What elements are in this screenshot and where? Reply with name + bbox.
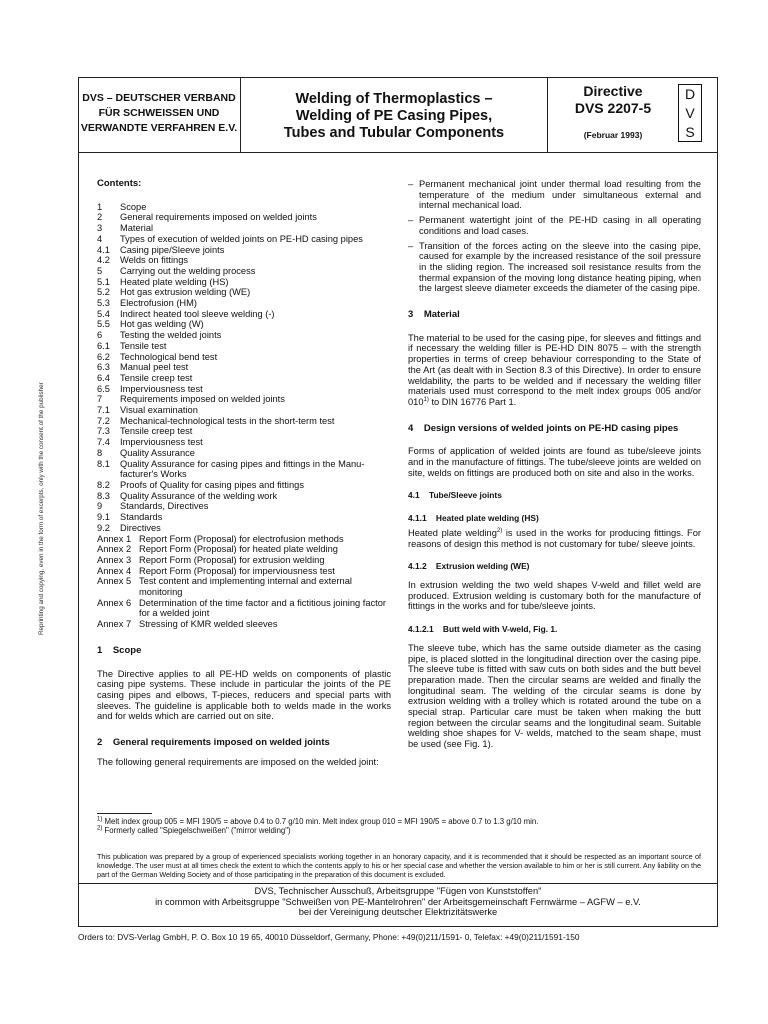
- toc-number: 8.3: [97, 490, 110, 501]
- toc-number: Annex 3: [97, 554, 132, 565]
- section-text-part: Heated plate welding: [408, 527, 497, 538]
- toc-title: Quality Assurance of the welding work: [120, 490, 278, 501]
- toc-number: 2: [97, 212, 103, 223]
- toc-number: 7: [97, 394, 103, 405]
- toc-number: 6: [97, 330, 103, 341]
- footnote-mark: 1): [97, 816, 103, 823]
- section-4-text: Forms of application of welded joints are found as tube/sleeve joints and in the manufacture of fittings. The tube/sleeve joints are welded on site, welds on fittings are produced both on site and also in the works.: [408, 446, 701, 478]
- toc-entry: [97, 245, 391, 256]
- contents-heading: Contents:: [97, 178, 142, 189]
- toc-number: 7.4: [97, 437, 110, 448]
- footnote-1: [97, 817, 697, 826]
- toc-number: Annex 4: [97, 565, 132, 576]
- toc-title: Directives: [120, 522, 161, 533]
- toc-title: Stressing of KMR welded sleeves: [139, 619, 278, 630]
- left-column: [97, 179, 391, 767]
- toc-entry: [97, 555, 391, 566]
- toc-number: 6.4: [97, 372, 110, 383]
- section-3-heading: 3 Material: [408, 309, 460, 321]
- toc-number: 4.2: [97, 255, 110, 266]
- toc-entry: [97, 362, 391, 373]
- toc-title: Imperviousness test: [120, 383, 203, 394]
- toc-number: 7.2: [97, 415, 110, 426]
- directive-block: [548, 77, 678, 152]
- toc-entry: [97, 437, 391, 448]
- toc-title: Report Form (Proposal) for heated plate welding: [139, 544, 338, 555]
- toc-number: 5.2: [97, 287, 110, 298]
- footnote-text: Formerly called "Spiegelschweißen" ("mirror welding"): [102, 826, 291, 835]
- copyright-side-note: Reprinting and copying, even in the form of excerpts, only with the consent of the publisher: [38, 382, 45, 635]
- section-1-heading: 1 Scope: [97, 644, 142, 656]
- toc-title: Scope: [120, 201, 147, 212]
- directive-number: DVS 2207-5: [574, 100, 652, 116]
- toc-title: Types of execution of welded joints on PE-HD casing pipes: [120, 233, 363, 244]
- toc-title: Quality Assurance for casing pipes and fittings in the Manu-facturer's Works: [120, 458, 365, 480]
- toc-number: 5.1: [97, 276, 110, 287]
- toc-title: Standards: [120, 512, 163, 523]
- directive-label: Directive: [583, 83, 643, 99]
- toc-entry: [97, 298, 391, 309]
- organization-name: [78, 77, 241, 152]
- org-line: DVS – DEUTSCHER VERBAND: [82, 92, 236, 104]
- toc-title: Report Form (Proposal) for imperviousness test: [139, 565, 335, 576]
- toc-number: 5.3: [97, 298, 110, 309]
- toc-entry: [97, 491, 391, 502]
- section-4-1-2-text: In extrusion welding the two weld shapes V-weld and fillet weld are produced. Extrusion welding is customary both for the manufacture of fittings in the works and for tube/sleeve joints.: [408, 579, 701, 612]
- section-2-heading: 2 General requirements imposed on welded joints: [97, 737, 330, 749]
- toc-number: Annex 2: [97, 544, 132, 555]
- toc-entry: [97, 426, 391, 437]
- toc-title: Technological bend test: [120, 351, 218, 362]
- toc-entry: [97, 480, 391, 491]
- document-header: [78, 77, 718, 153]
- toc-title: Standards, Directives: [120, 501, 209, 512]
- org-line: VERWANDTE VERFAHREN E.V.: [80, 122, 238, 134]
- section-4-1-2-1-text: The sleeve tube, which has the same outside diameter as the casing pipe, is placed slotted in the longitudinal direction over the casing pipe. The sleeve tube is fitted with saw cuts on both sides and the butt bevel preparation made. Then the circular seams are welded and finally the longitudinal seam. The welding of the circular seams is done by extrusion welding with a trolley which is rotated around the tube on a special strap. Particular care must be taken when making the butt region between the circular seams and the longitudinal seam. Suitable welding shoe shapes for V- welds, matched to the seam shape, must be used (see Fig. 1).: [408, 642, 701, 750]
- toc-entry: [97, 448, 391, 459]
- toc-number: 8.1: [97, 458, 110, 469]
- toc-title: Heated plate welding (HS): [120, 276, 229, 287]
- toc-number: Annex 1: [97, 533, 132, 544]
- toc-number: 5.4: [97, 308, 110, 319]
- toc-number: 6.3: [97, 362, 110, 373]
- table-of-contents: [97, 202, 391, 534]
- toc-title: Report Form (Proposal) for extrusion welding: [139, 554, 325, 565]
- list-item-text: Permanent mechanical joint under thermal load resulting from the temperature of the medium under simultaneous external and internal mechanical load.: [419, 179, 701, 211]
- toc-entry: [97, 512, 391, 523]
- toc-title: Proofs of Quality for casing pipes and fittings: [120, 479, 304, 490]
- committee-line: bei der Vereinigung deutscher Elektrizitätswerke: [298, 907, 498, 917]
- toc-entry: [97, 534, 391, 545]
- footnote-ref: 2): [496, 527, 503, 534]
- toc-title: Tensile creep test: [120, 426, 193, 437]
- logo-letter: D: [684, 86, 696, 103]
- toc-number: 6.2: [97, 351, 110, 362]
- section-4-heading: 4 Design versions of welded joints on PE-HD casing pipes: [408, 422, 679, 434]
- org-line: FÜR SCHWEISSEN UND: [98, 107, 220, 119]
- toc-title: Tensile creep test: [120, 372, 193, 383]
- toc-title: Hot gas welding (W): [120, 319, 204, 330]
- toc-number: 8: [97, 447, 103, 458]
- toc-number: 7.1: [97, 405, 110, 416]
- toc-entry: [97, 202, 391, 213]
- toc-number: 3: [97, 223, 103, 234]
- toc-title: Imperviousness test: [120, 437, 203, 448]
- toc-title: Tensile test: [120, 340, 167, 351]
- section-3-text-part: to DIN 16776 Part 1.: [428, 396, 517, 407]
- toc-number: 4: [97, 233, 103, 244]
- title-line: Welding of PE Casing Pipes,: [295, 108, 493, 124]
- toc-entry: [97, 619, 391, 630]
- toc-number: 9.2: [97, 522, 110, 533]
- toc-entry: [97, 373, 391, 384]
- toc-entry: [97, 212, 391, 223]
- toc-entry: [97, 352, 391, 363]
- section-4-1-2-heading: 4.1.2 Extrusion welding (WE): [408, 561, 530, 572]
- publication-note: This publication was prepared by a group of experienced specialists working together in an honorary capacity, and it is recommended that it should be respected as an important source of knowledge. The user must at all times check the extent to which the contents apply to his or her special case and whether the version available to him or her is still current. Any liability on the part of the German Welding Society and of those participating in the preparation of this document is excluded.: [97, 852, 701, 879]
- toc-number: 6.1: [97, 340, 110, 351]
- list-item: – Permanent mechanical joint under thermal load resulting from the temperature of the medium under simultaneous external and internal mechanical load.: [408, 179, 701, 211]
- toc-title: Welds on fittings: [120, 255, 189, 266]
- toc-entry: [97, 576, 391, 597]
- toc-number: 5.5: [97, 319, 110, 330]
- toc-number: 9.1: [97, 512, 110, 523]
- toc-title: Testing the welded joints: [120, 330, 222, 341]
- toc-title: Test content and implementing internal and external monitoring: [139, 576, 352, 598]
- toc-entry: [97, 277, 391, 288]
- logo-letter: V: [685, 104, 695, 121]
- list-item-text: Transition of the forces acting on the sleeve into the casing pipe, caused for example by the increased resistance of the soil pressure in the sliding region. The increased soil resistance results from the thermal expansion of the moving long distance heating piping, when the largest sleeve diameter exceeds the diameter of the casing pipe.: [419, 240, 701, 294]
- committee-line: DVS, Technischer Ausschuß, Arbeitsgruppe "Fügen von Kunststoffen": [254, 886, 542, 896]
- toc-title: General requirements imposed on welded joints: [120, 212, 317, 223]
- committee-info: [78, 886, 718, 918]
- footnote-mark: 2): [97, 825, 103, 832]
- toc-number: 1: [97, 201, 103, 212]
- toc-number: Annex 7: [97, 619, 132, 630]
- header-divider: [78, 152, 718, 153]
- list-item-text: Permanent watertight joint of the PE-HD casing in all operating conditions and load cases.: [419, 215, 701, 236]
- section-4-1-1-text: [408, 528, 701, 549]
- toc-number: 9: [97, 501, 103, 512]
- annex-list: [97, 534, 391, 630]
- toc-number: Annex 6: [97, 597, 132, 608]
- toc-entry: [97, 394, 391, 405]
- order-info: Orders to: DVS-Verlag GmbH, P. O. Box 10 19 65, 40010 Düsseldorf, Germany, Phone: +49(0)211/1591- 0, Telefax: +49(0)211/1591-150: [78, 932, 580, 942]
- toc-entry: [97, 405, 391, 416]
- toc-title: Quality Assurance: [120, 447, 195, 458]
- toc-entry: [97, 266, 391, 277]
- toc-entry: [97, 223, 391, 234]
- title-line: Tubes and Tubular Components: [283, 125, 505, 141]
- toc-title: Manual peel test: [120, 362, 189, 373]
- toc-entry: [97, 384, 391, 395]
- toc-number: 6.5: [97, 383, 110, 394]
- toc-title: Mechanical-technological tests in the short-term test: [120, 415, 335, 426]
- toc-title: Casing pipe/Sleeve joints: [120, 244, 225, 255]
- toc-entry: [97, 459, 391, 480]
- toc-entry: [97, 544, 391, 555]
- toc-number: 8.2: [97, 479, 110, 490]
- toc-entry: [97, 341, 391, 352]
- toc-entry: [97, 234, 391, 245]
- toc-title: Visual examination: [120, 405, 198, 416]
- toc-number: 4.1: [97, 244, 110, 255]
- toc-title: Carrying out the welding process: [120, 265, 256, 276]
- footnote-text: Melt index group 005 = MFI 190/5 = above 0.4 to 0.7 g/10 min. Melt index group 010 = MFI 190/5 = above 0.7 to 1.3 g/10 min.: [102, 817, 539, 826]
- toc-title: Report Form (Proposal) for electrofusion methods: [139, 533, 344, 544]
- section-2-text: The following general requirements are imposed on the welded joint:: [97, 756, 379, 767]
- footnote-2: [97, 826, 697, 835]
- toc-entry: [97, 598, 391, 619]
- section-4-1-2-1-heading: 4.1.2.1 Butt weld with V-weld, Fig. 1.: [408, 624, 558, 635]
- list-item: – Transition of the forces acting on the sleeve into the casing pipe, caused for example by the increased resistance of the soil pressure in the sliding region. The increased soil resistance results from the thermal expansion of the moving long distance heating piping, when the largest sleeve diameter exceeds the diameter of the casing pipe.: [408, 240, 701, 294]
- directive-date: (Februar 1993): [583, 130, 643, 140]
- toc-entry: [97, 416, 391, 427]
- section-4-1-heading: 4.1 Tube/Sleeve joints: [408, 490, 502, 501]
- toc-title: Determination of the time factor and a fictitious joining factor for a welded joint: [139, 597, 387, 619]
- toc-entry: [97, 255, 391, 266]
- toc-title: Electrofusion (HM): [120, 298, 197, 309]
- toc-entry: [97, 330, 391, 341]
- toc-entry: [97, 523, 391, 534]
- document-title: [241, 77, 548, 152]
- section-4-1-1-heading: 4.1.1 Heated plate welding (HS): [408, 513, 539, 524]
- toc-entry: [97, 566, 391, 577]
- logo-letter: S: [685, 123, 695, 140]
- committee-line: in common with Arbeitsgruppe "Schweißen von PE-Mantelrohren" der Arbeitsgemeinschaft Fernwärme – AGFW – e.V.: [155, 896, 641, 907]
- toc-title: Material: [120, 223, 154, 234]
- footnote-ref: 1): [423, 396, 429, 403]
- section-3-text-part: The material to be used for the casing pipe, for sleeves and fittings and if necessary the welding filler is PE-HD DIN 8075 – with the strength properties in terms of creep behaviour corresponding to the State of the Art (as dealt with in Section 8.3 of this Directive). In order to ensure weldability, the parts to be welded and if necessary the welding filler materials used must correspond to the melt index groups 005 and/or 010: [408, 332, 701, 407]
- toc-number: 7.3: [97, 426, 110, 437]
- toc-entry: [97, 319, 391, 330]
- toc-entry: [97, 501, 391, 512]
- toc-entry: [97, 309, 391, 320]
- toc-number: 5: [97, 265, 103, 276]
- toc-title: Requirements imposed on welded joints: [120, 394, 285, 405]
- toc-title: Indirect heated tool sleeve welding (-): [120, 308, 275, 319]
- footer-divider: [78, 883, 718, 884]
- footnote-rule: [97, 813, 152, 814]
- toc-entry: [97, 287, 391, 298]
- dvs-logo: [678, 84, 702, 142]
- list-item: – Permanent watertight joint of the PE-HD casing in all operating conditions and load cases.: [408, 215, 701, 236]
- title-line: Welding of Thermoplastics –: [295, 91, 493, 107]
- right-column: [408, 179, 701, 750]
- toc-title: Hot gas extrusion welding (WE): [120, 287, 251, 298]
- section-text-part: is used in the works for producing fittings. For reasons of design this method is not customary for tube/ sleeve joints.: [408, 527, 701, 549]
- toc-number: Annex 5: [97, 576, 132, 587]
- section-3-text: [408, 333, 701, 408]
- section-1-text: The Directive applies to all PE-HD welds on components of plastic casing pipe systems. These include in particular the joints of the PE casing pipes and elbows, T-pieces, reducers and special parts with sleeves. The guideline is applicable both to welds made in the works and for welds which are carried out on site.: [97, 668, 391, 722]
